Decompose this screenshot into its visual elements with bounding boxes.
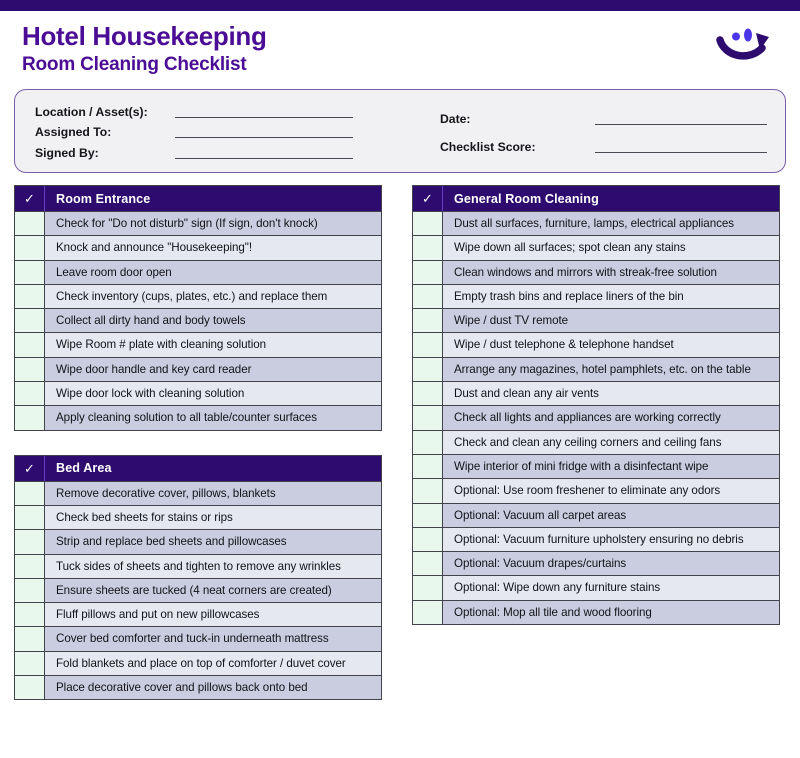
checklist-row — [15, 235, 381, 259]
info-left-column — [35, 101, 420, 163]
checklist-checkbox[interactable] — [15, 627, 45, 650]
checklist-item-label: Collect all dirty hand and body towels — [45, 309, 381, 332]
info-input-date[interactable] — [595, 124, 767, 125]
checklist-item-label: Optional: Vacuum drapes/curtains — [443, 552, 779, 575]
checklist-row — [15, 651, 381, 675]
checklist-row — [413, 575, 779, 599]
info-field-signed-by[interactable] — [35, 142, 420, 163]
checklist-checkbox[interactable] — [413, 285, 443, 308]
page-header — [0, 11, 800, 83]
checklist-column-left — [14, 185, 382, 700]
checklist-row — [15, 529, 381, 553]
checklist-checkbox[interactable] — [15, 406, 45, 429]
checklist-row — [413, 308, 779, 332]
info-label-signed-by: Signed By: — [35, 146, 99, 161]
checklist-item-label: Dust all surfaces, furniture, lamps, electrical appliances — [443, 212, 779, 235]
checklist-row — [15, 332, 381, 356]
checklist-item-label: Leave room door open — [45, 261, 381, 284]
checklist-row — [413, 260, 779, 284]
checklist-row — [15, 405, 381, 429]
checklist-checkbox[interactable] — [15, 555, 45, 578]
checklist-checkbox[interactable] — [15, 333, 45, 356]
info-input-assigned-to[interactable] — [175, 137, 353, 138]
checklist-row — [15, 554, 381, 578]
checklist-row — [15, 357, 381, 381]
info-field-assigned-to[interactable] — [35, 122, 420, 143]
checklist-checkbox[interactable] — [15, 212, 45, 235]
checklist-checkbox[interactable] — [15, 482, 45, 505]
checklist-item-label: Wipe door handle and key card reader — [45, 358, 381, 381]
checklist-row — [413, 551, 779, 575]
checklist-row — [15, 578, 381, 602]
checklist-checkbox[interactable] — [413, 601, 443, 624]
info-field-date[interactable] — [440, 101, 767, 129]
checklist-checkbox[interactable] — [15, 603, 45, 626]
checklist-item-label: Optional: Vacuum all carpet areas — [443, 504, 779, 527]
checklist-checkbox[interactable] — [15, 676, 45, 699]
checkmark-icon: ✓ — [15, 186, 45, 211]
checklist-checkbox[interactable] — [15, 652, 45, 675]
info-label-checklist-score: Checklist Score: — [440, 140, 536, 154]
checklist-item-label: Check inventory (cups, plates, etc.) and replace them — [45, 285, 381, 308]
checklist-item-label: Ensure sheets are tucked (4 neat corners are created) — [45, 579, 381, 602]
page-subtitle: Room Cleaning Checklist — [22, 53, 247, 75]
checklist-checkbox[interactable] — [413, 333, 443, 356]
checklist-item-label: Wipe Room # plate with cleaning solution — [45, 333, 381, 356]
checklist-checkbox[interactable] — [15, 261, 45, 284]
checklist-item-label: Optional: Use room freshener to eliminate any odors — [443, 479, 779, 502]
checklist-row — [413, 284, 779, 308]
checklist-item-label: Fold blankets and place on top of comforter / duvet cover — [45, 652, 381, 675]
checklist-checkbox[interactable] — [15, 285, 45, 308]
checklist-item-label: Wipe door lock with cleaning solution — [45, 382, 381, 405]
info-input-signed-by[interactable] — [175, 158, 353, 159]
checklist-item-label: Check bed sheets for stains or rips — [45, 506, 381, 529]
checklist-item-label: Dust and clean any air vents — [443, 382, 779, 405]
checklist-item-label: Optional: Mop all tile and wood flooring — [443, 601, 779, 624]
checklist-row — [15, 505, 381, 529]
checklist-checkbox[interactable] — [15, 506, 45, 529]
checklist-table-general-room-cleaning — [412, 185, 780, 625]
checklist-checkbox[interactable] — [15, 358, 45, 381]
checklist-item-label: Check for "Do not disturb" sign (If sign, don't knock) — [45, 212, 381, 235]
checklist-item-label: Cover bed comforter and tuck-in underneath mattress — [45, 627, 381, 650]
checklist-item-label: Wipe / dust TV remote — [443, 309, 779, 332]
checklist-item-label: Optional: Wipe down any furniture stains — [443, 576, 779, 599]
checklist-row — [413, 503, 779, 527]
checklist-row — [413, 332, 779, 356]
checklist-item-label: Fluff pillows and put on new pillowcases — [45, 603, 381, 626]
info-right-column — [420, 101, 767, 163]
section-header-room-entrance — [15, 186, 381, 211]
checklist-item-label: Remove decorative cover, pillows, blankets — [45, 482, 381, 505]
checklist-item-label: Place decorative cover and pillows back onto bed — [45, 676, 381, 699]
checklist-checkbox[interactable] — [413, 261, 443, 284]
info-label-assigned-to: Assigned To: — [35, 125, 112, 140]
checklist-item-label: Wipe interior of mini fridge with a disinfectant wipe — [443, 455, 779, 478]
checklist-checkbox[interactable] — [15, 309, 45, 332]
info-label-location: Location / Asset(s): — [35, 104, 148, 119]
checklist-table-room-entrance — [14, 185, 382, 431]
checklist-checkbox[interactable] — [413, 431, 443, 454]
checklist-checkbox[interactable] — [15, 530, 45, 553]
checklist-row — [413, 430, 779, 454]
section-title: General Room Cleaning — [454, 191, 599, 206]
checklist-item-label: Wipe down all surfaces; spot clean any stains — [443, 236, 779, 259]
checklist-row — [413, 405, 779, 429]
checklist-row — [413, 478, 779, 502]
checklist-checkbox[interactable] — [15, 579, 45, 602]
checklist-row — [15, 675, 381, 699]
info-input-location[interactable] — [175, 117, 353, 118]
checklist-item-label: Knock and announce "Housekeeping"! — [45, 236, 381, 259]
section-title: Bed Area — [56, 461, 112, 476]
checklist-row — [413, 527, 779, 551]
checklist-item-label: Optional: Vacuum furniture upholstery ensuring no debris — [443, 528, 779, 551]
checkmark-icon: ✓ — [15, 456, 45, 481]
checklist-checkbox[interactable] — [413, 236, 443, 259]
checklist-row — [15, 626, 381, 650]
top-accent-bar — [0, 0, 800, 11]
checklist-checkbox[interactable] — [413, 528, 443, 551]
checklist-row — [413, 454, 779, 478]
checklist-row — [413, 357, 779, 381]
checklist-item-label: Wipe / dust telephone & telephone handset — [443, 333, 779, 356]
checklist-checkbox[interactable] — [413, 552, 443, 575]
checklist-item-label: Check and clean any ceiling corners and ceiling fans — [443, 431, 779, 454]
checklist-item-label: Clean windows and mirrors with streak-free solution — [443, 261, 779, 284]
checklist-checkbox[interactable] — [413, 504, 443, 527]
checklist-checkbox[interactable] — [413, 455, 443, 478]
info-field-checklist-score[interactable] — [440, 129, 767, 157]
checklist-row — [15, 308, 381, 332]
checklist-table-bed-area — [14, 455, 382, 701]
checklist-checkbox[interactable] — [15, 236, 45, 259]
checklist-checkbox[interactable] — [413, 212, 443, 235]
checklist-row — [15, 602, 381, 626]
checklist-checkbox[interactable] — [15, 382, 45, 405]
checklist-row — [15, 381, 381, 405]
checklist-item-label: Apply cleaning solution to all table/counter surfaces — [45, 406, 381, 429]
checklist-row — [413, 600, 779, 624]
checklist-row — [15, 211, 381, 235]
checklist-row — [413, 381, 779, 405]
checklist-row — [413, 211, 779, 235]
section-header-bed-area — [15, 456, 381, 481]
checklist-checkbox[interactable] — [413, 382, 443, 405]
checklist-row — [15, 481, 381, 505]
checklist-checkbox[interactable] — [413, 406, 443, 429]
checklist-checkbox[interactable] — [413, 479, 443, 502]
page-title: Hotel Housekeeping — [22, 21, 267, 51]
info-label-date: Date: — [440, 112, 471, 126]
checklist-item-label: Strip and replace bed sheets and pillowcases — [45, 530, 381, 553]
checklist-row — [413, 235, 779, 259]
checklist-item-label: Tuck sides of sheets and tighten to remove any wrinkles — [45, 555, 381, 578]
checklist-checkbox[interactable] — [413, 358, 443, 381]
checklist-checkbox[interactable] — [413, 309, 443, 332]
checklist-item-label: Arrange any magazines, hotel pamphlets, etc. on the table — [443, 358, 779, 381]
checklist-columns — [0, 173, 800, 700]
section-header-general-room-cleaning — [413, 186, 779, 211]
checklist-item-label: Empty trash bins and replace liners of the bin — [443, 285, 779, 308]
smile-arrow-logo-icon — [712, 23, 776, 67]
checklist-row — [15, 284, 381, 308]
checklist-row — [15, 260, 381, 284]
info-input-checklist-score[interactable] — [595, 152, 767, 153]
info-field-location[interactable] — [35, 101, 420, 122]
checklist-column-right — [412, 185, 780, 700]
checklist-item-label: Check all lights and appliances are working correctly — [443, 406, 779, 429]
info-panel — [14, 89, 786, 173]
checklist-checkbox[interactable] — [413, 576, 443, 599]
section-title: Room Entrance — [56, 191, 151, 206]
checkmark-icon: ✓ — [413, 186, 443, 211]
